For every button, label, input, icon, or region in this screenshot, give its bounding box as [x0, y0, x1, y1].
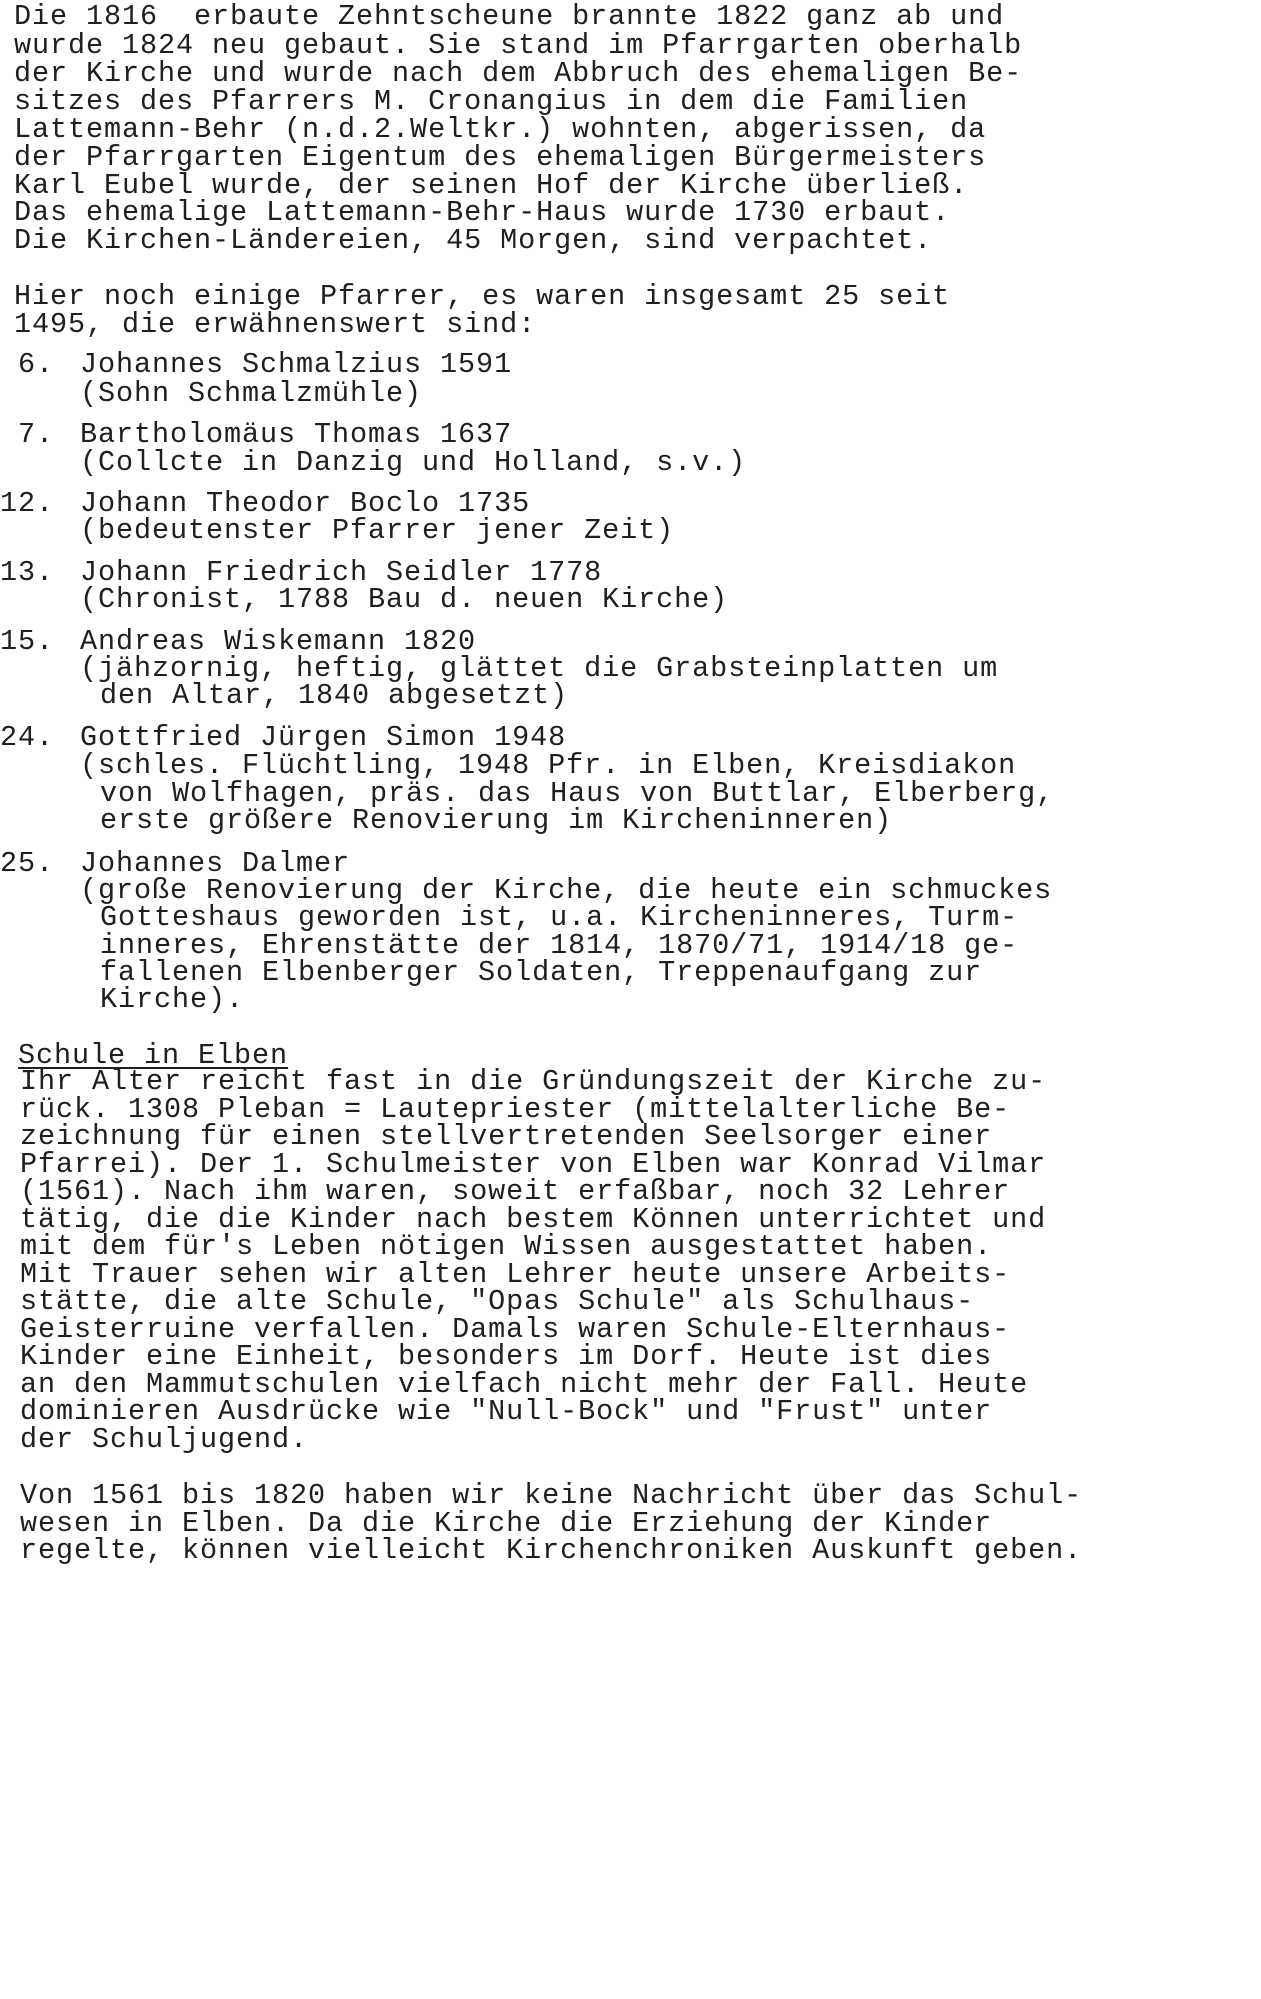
pastor-note: (Sohn Schmalzmühle) [80, 377, 423, 410]
paragraph-3-line: Ihr Alter reicht fast in die Gründungszeit der Kirche zu- [20, 1065, 1047, 1098]
paragraph-4-line: Von 1561 bis 1820 haben wir keine Nachricht über das Schul- [20, 1479, 1083, 1512]
paragraph-3-line: tätig, die die Kinder nach bestem Können unterrichtet und [20, 1203, 1047, 1236]
paragraph-3-line: stätte, die alte Schule, "Opas Schule" als Schulhaus- [20, 1285, 975, 1318]
pastor-number: 13. [0, 556, 55, 589]
pastor-note: erste größere Renovierung im Kircheninneren) [100, 804, 893, 837]
pastor-note: fallenen Elbenberger Soldaten, Treppenaufgang zur [100, 956, 983, 989]
paragraph-3-line: (1561). Nach ihm waren, soweit erfaßbar, noch 32 Lehrer [20, 1175, 1011, 1208]
pastor-note: (bedeutenster Pfarrer jener Zeit) [80, 514, 675, 547]
pastor-name: Johann Theodor Boclo 1735 [80, 487, 531, 520]
paragraph-2-line: Hier noch einige Pfarrer, es waren insgesamt 25 seit [14, 280, 951, 313]
pastor-name: Gottfried Jürgen Simon 1948 [80, 721, 567, 754]
pastor-name: Andreas Wiskemann 1820 [80, 625, 477, 658]
paragraph-3-line: Geisterruine verfallen. Damals waren Schule-Elternhaus- [20, 1313, 1011, 1346]
paragraph-3-line: Pfarrei). Der 1. Schulmeister von Elben war Konrad Vilmar [20, 1148, 1047, 1181]
pastor-number: 15. [0, 625, 55, 658]
pastor-note: inneres, Ehrenstätte der 1814, 1870/71, 1914/18 ge- [100, 929, 1019, 962]
paragraph-3-line: zeichnung für einen stellvertretenden Seelsorger einer [20, 1120, 993, 1153]
pastor-note: von Wolfhagen, präs. das Haus von Buttlar, Elberberg, [100, 777, 1055, 810]
pastor-note: (jähzornig, heftig, glättet die Grabsteinplatten um [80, 652, 999, 685]
paragraph-3-line: Kinder eine Einheit, besonders im Dorf. Heute ist dies [20, 1340, 993, 1373]
paragraph-4-line: regelte, können vielleicht Kirchenchroniken Auskunft geben. [20, 1534, 1083, 1567]
paragraph-3-line: rück. 1308 Pleban = Lautepriester (mittelalterliche Be- [20, 1093, 1011, 1126]
pastor-note: (schles. Flüchtling, 1948 Pfr. in Elben, Kreisdiakon [80, 749, 1017, 782]
pastor-number: 25. [0, 847, 55, 880]
pastor-name: Johannes Dalmer [80, 847, 351, 880]
paragraph-2-line: 1495, die erwähnenswert sind: [14, 308, 537, 341]
paragraph-1-line: der Kirche und wurde nach dem Abbruch des ehemaligen Be- [14, 57, 1023, 90]
paragraph-1-line: Die Kirchen-Ländereien, 45 Morgen, sind verpachtet. [14, 224, 933, 257]
pastor-name: Bartholomäus Thomas 1637 [80, 418, 513, 451]
pastor-note: (Collcte in Danzig und Holland, s.v.) [80, 446, 747, 479]
pastor-number: 12. [0, 487, 55, 520]
paragraph-1-line: Das ehemalige Lattemann-Behr-Haus wurde 1730 erbaut. [14, 196, 951, 229]
pastor-note: Gotteshaus geworden ist, u.a. Kircheninneres, Turm- [100, 901, 1019, 934]
paragraph-1-line: Karl Eubel wurde, der seinen Hof der Kirche überließ. [14, 169, 969, 202]
pastor-note: Kirche). [100, 983, 245, 1016]
paragraph-1-line: Die 1816 erbaute Zehntscheune brannte 1822 ganz ab und [14, 0, 1005, 33]
pastor-note: (große Renovierung der Kirche, die heute ein schmuckes [80, 874, 1053, 907]
pastor-number: 7. [0, 418, 55, 451]
paragraph-1-line: sitzes des Pfarrers M. Cronangius in dem die Familien [14, 85, 969, 118]
pastor-name: Johann Friedrich Seidler 1778 [80, 556, 603, 589]
paragraph-3-line: mit dem für's Leben nötigen Wissen ausgestattet haben. [20, 1230, 993, 1263]
paragraph-1-line: Lattemann-Behr (n.d.2.Weltkr.) wohnten, abgerissen, da [14, 113, 987, 146]
pastor-note: den Altar, 1840 abgesetzt) [100, 679, 569, 712]
paragraph-3-line: Mit Trauer sehen wir alten Lehrer heute unsere Arbeits- [20, 1258, 1011, 1291]
pastor-number: 6. [0, 348, 55, 381]
paragraph-4-line: wesen in Elben. Da die Kirche die Erziehung der Kinder [20, 1507, 993, 1540]
section-heading: Schule in Elben [18, 1039, 289, 1072]
paragraph-3-line: dominieren Ausdrücke wie "Null-Bock" und "Frust" unter [20, 1395, 993, 1428]
paragraph-1-line: der Pfarrgarten Eigentum des ehemaligen Bürgermeisters [14, 141, 987, 174]
pastor-note: (Chronist, 1788 Bau d. neuen Kirche) [80, 583, 729, 616]
paragraph-3-line: an den Mammutschulen vielfach nicht mehr der Fall. Heute [20, 1368, 1029, 1401]
pastor-number: 24. [0, 721, 55, 754]
pastor-name: Johannes Schmalzius 1591 [80, 348, 513, 381]
paragraph-1-line: wurde 1824 neu gebaut. Sie stand im Pfarrgarten oberhalb [14, 29, 1023, 62]
paragraph-3-line: der Schuljugend. [20, 1423, 309, 1456]
